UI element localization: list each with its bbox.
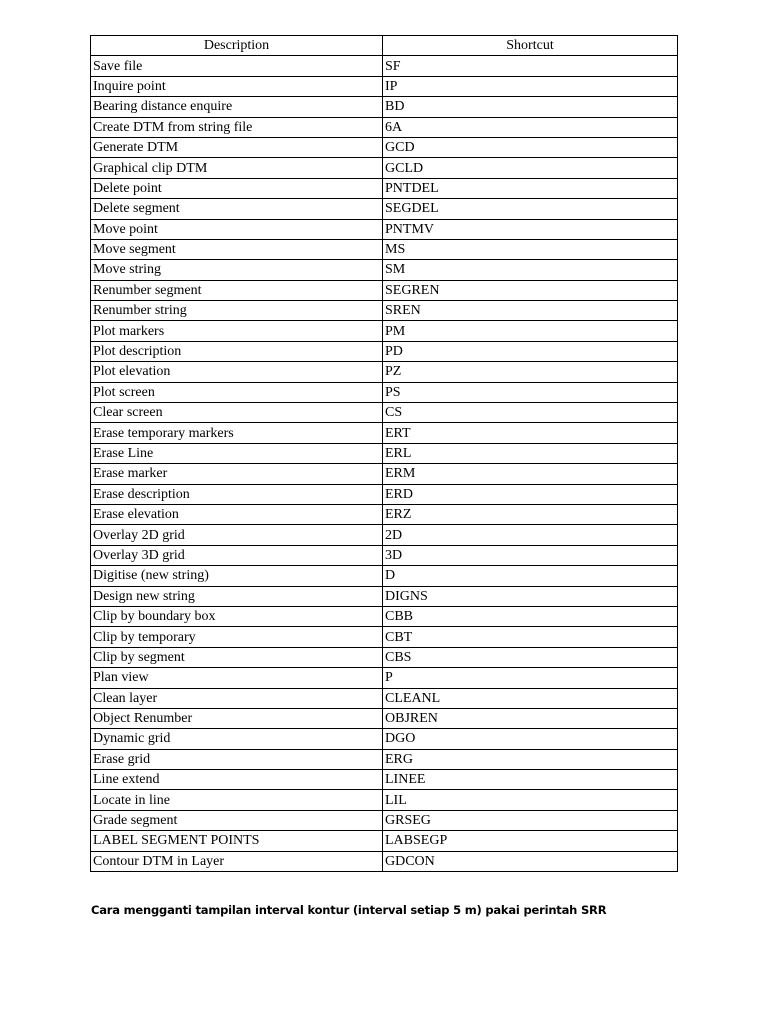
table-row [91, 56, 678, 76]
description-cell: Line extend [91, 770, 383, 790]
description-cell: Erase grid [91, 749, 383, 769]
shortcut-cell: SF [383, 56, 678, 76]
table-row [91, 484, 678, 504]
description-cell: Overlay 3D grid [91, 545, 383, 565]
shortcut-cell: DGO [383, 729, 678, 749]
table-row [91, 239, 678, 259]
description-cell: Clip by temporary [91, 627, 383, 647]
shortcut-cell: CBB [383, 606, 678, 626]
shortcut-cell: SREN [383, 301, 678, 321]
shortcut-cell: PNTMV [383, 219, 678, 239]
shortcut-cell: D [383, 566, 678, 586]
description-cell: Erase temporary markers [91, 423, 383, 443]
shortcut-cell: PM [383, 321, 678, 341]
description-cell: Renumber segment [91, 280, 383, 300]
description-cell: Locate in line [91, 790, 383, 810]
table-row [91, 321, 678, 341]
table-row [91, 688, 678, 708]
table-row [91, 606, 678, 626]
shortcut-cell: ERZ [383, 504, 678, 524]
table-row [91, 464, 678, 484]
table-row [91, 627, 678, 647]
shortcut-cell: MS [383, 239, 678, 259]
description-cell: Graphical clip DTM [91, 158, 383, 178]
column-header-description: Description [91, 36, 383, 56]
description-cell: Erase marker [91, 464, 383, 484]
shortcut-cell: 6A [383, 117, 678, 137]
description-cell: Generate DTM [91, 137, 383, 157]
table-body [91, 56, 678, 872]
description-cell: Plot markers [91, 321, 383, 341]
table-row [91, 545, 678, 565]
description-cell: Contour DTM in Layer [91, 851, 383, 871]
shortcut-cell: OBJREN [383, 708, 678, 728]
shortcut-cell: ERM [383, 464, 678, 484]
shortcut-cell: SM [383, 260, 678, 280]
description-cell: Delete segment [91, 199, 383, 219]
table-row [91, 831, 678, 851]
table-row [91, 158, 678, 178]
table-row [91, 790, 678, 810]
description-cell: Object Renumber [91, 708, 383, 728]
table-row [91, 260, 678, 280]
description-cell: Inquire point [91, 76, 383, 96]
table-row [91, 280, 678, 300]
table-row [91, 647, 678, 667]
shortcut-cell: SEGDEL [383, 199, 678, 219]
shortcut-cell: LABSEGP [383, 831, 678, 851]
table-row [91, 178, 678, 198]
table-row [91, 770, 678, 790]
description-cell: Clip by boundary box [91, 606, 383, 626]
shortcut-cell: CS [383, 403, 678, 423]
shortcut-cell: ERG [383, 749, 678, 769]
description-cell: Grade segment [91, 810, 383, 830]
shortcut-cell: DIGNS [383, 586, 678, 606]
description-cell: Create DTM from string file [91, 117, 383, 137]
table-row [91, 362, 678, 382]
description-cell: Clean layer [91, 688, 383, 708]
table-row [91, 443, 678, 463]
description-cell: Erase elevation [91, 504, 383, 524]
table-row [91, 382, 678, 402]
description-cell: Delete point [91, 178, 383, 198]
table-row [91, 97, 678, 117]
description-cell: Digitise (new string) [91, 566, 383, 586]
description-cell: Move point [91, 219, 383, 239]
table-row [91, 403, 678, 423]
table-row [91, 810, 678, 830]
table-row [91, 851, 678, 871]
shortcut-cell: P [383, 668, 678, 688]
shortcut-cell: PD [383, 341, 678, 361]
shortcut-cell: GDCON [383, 851, 678, 871]
table-row [91, 219, 678, 239]
table-row [91, 76, 678, 96]
description-cell: Design new string [91, 586, 383, 606]
shortcut-cell: CBT [383, 627, 678, 647]
shortcut-cell: 2D [383, 525, 678, 545]
description-cell: Dynamic grid [91, 729, 383, 749]
shortcut-cell: PZ [383, 362, 678, 382]
table-row [91, 708, 678, 728]
table-row [91, 504, 678, 524]
table-row [91, 586, 678, 606]
table-header-row [91, 36, 678, 56]
table-row [91, 199, 678, 219]
table-row [91, 525, 678, 545]
description-cell: LABEL SEGMENT POINTS [91, 831, 383, 851]
shortcut-cell: 3D [383, 545, 678, 565]
table-row [91, 423, 678, 443]
description-cell: Overlay 2D grid [91, 525, 383, 545]
shortcut-cell: CLEANL [383, 688, 678, 708]
description-cell: Plot description [91, 341, 383, 361]
table-row [91, 137, 678, 157]
shortcut-cell: PS [383, 382, 678, 402]
shortcut-cell: IP [383, 76, 678, 96]
description-cell: Bearing distance enquire [91, 97, 383, 117]
shortcut-cell: CBS [383, 647, 678, 667]
table-row [91, 301, 678, 321]
shortcut-cell: GCD [383, 137, 678, 157]
description-cell: Clip by segment [91, 647, 383, 667]
table-row [91, 566, 678, 586]
description-cell: Move segment [91, 239, 383, 259]
footnote-text: Cara mengganti tampilan interval kontur (interval setiap 5 m) pakai perintah SRR [91, 903, 607, 917]
shortcut-cell: LINEE [383, 770, 678, 790]
description-cell: Erase Line [91, 443, 383, 463]
shortcut-cell: LIL [383, 790, 678, 810]
table-row [91, 341, 678, 361]
shortcut-cell: GRSEG [383, 810, 678, 830]
description-cell: Clear screen [91, 403, 383, 423]
description-cell: Plot elevation [91, 362, 383, 382]
table-row [91, 729, 678, 749]
description-cell: Renumber string [91, 301, 383, 321]
table-row [91, 117, 678, 137]
description-cell: Plan view [91, 668, 383, 688]
shortcut-cell: PNTDEL [383, 178, 678, 198]
shortcut-cell: SEGREN [383, 280, 678, 300]
shortcut-cell: GCLD [383, 158, 678, 178]
column-header-shortcut: Shortcut [383, 36, 678, 56]
shortcut-cell: ERT [383, 423, 678, 443]
table-row [91, 749, 678, 769]
description-cell: Move string [91, 260, 383, 280]
shortcut-cell: ERL [383, 443, 678, 463]
description-cell: Erase description [91, 484, 383, 504]
description-cell: Plot screen [91, 382, 383, 402]
shortcut-cell: BD [383, 97, 678, 117]
table-row [91, 668, 678, 688]
shortcut-table [90, 35, 678, 872]
description-cell: Save file [91, 56, 383, 76]
shortcut-cell: ERD [383, 484, 678, 504]
